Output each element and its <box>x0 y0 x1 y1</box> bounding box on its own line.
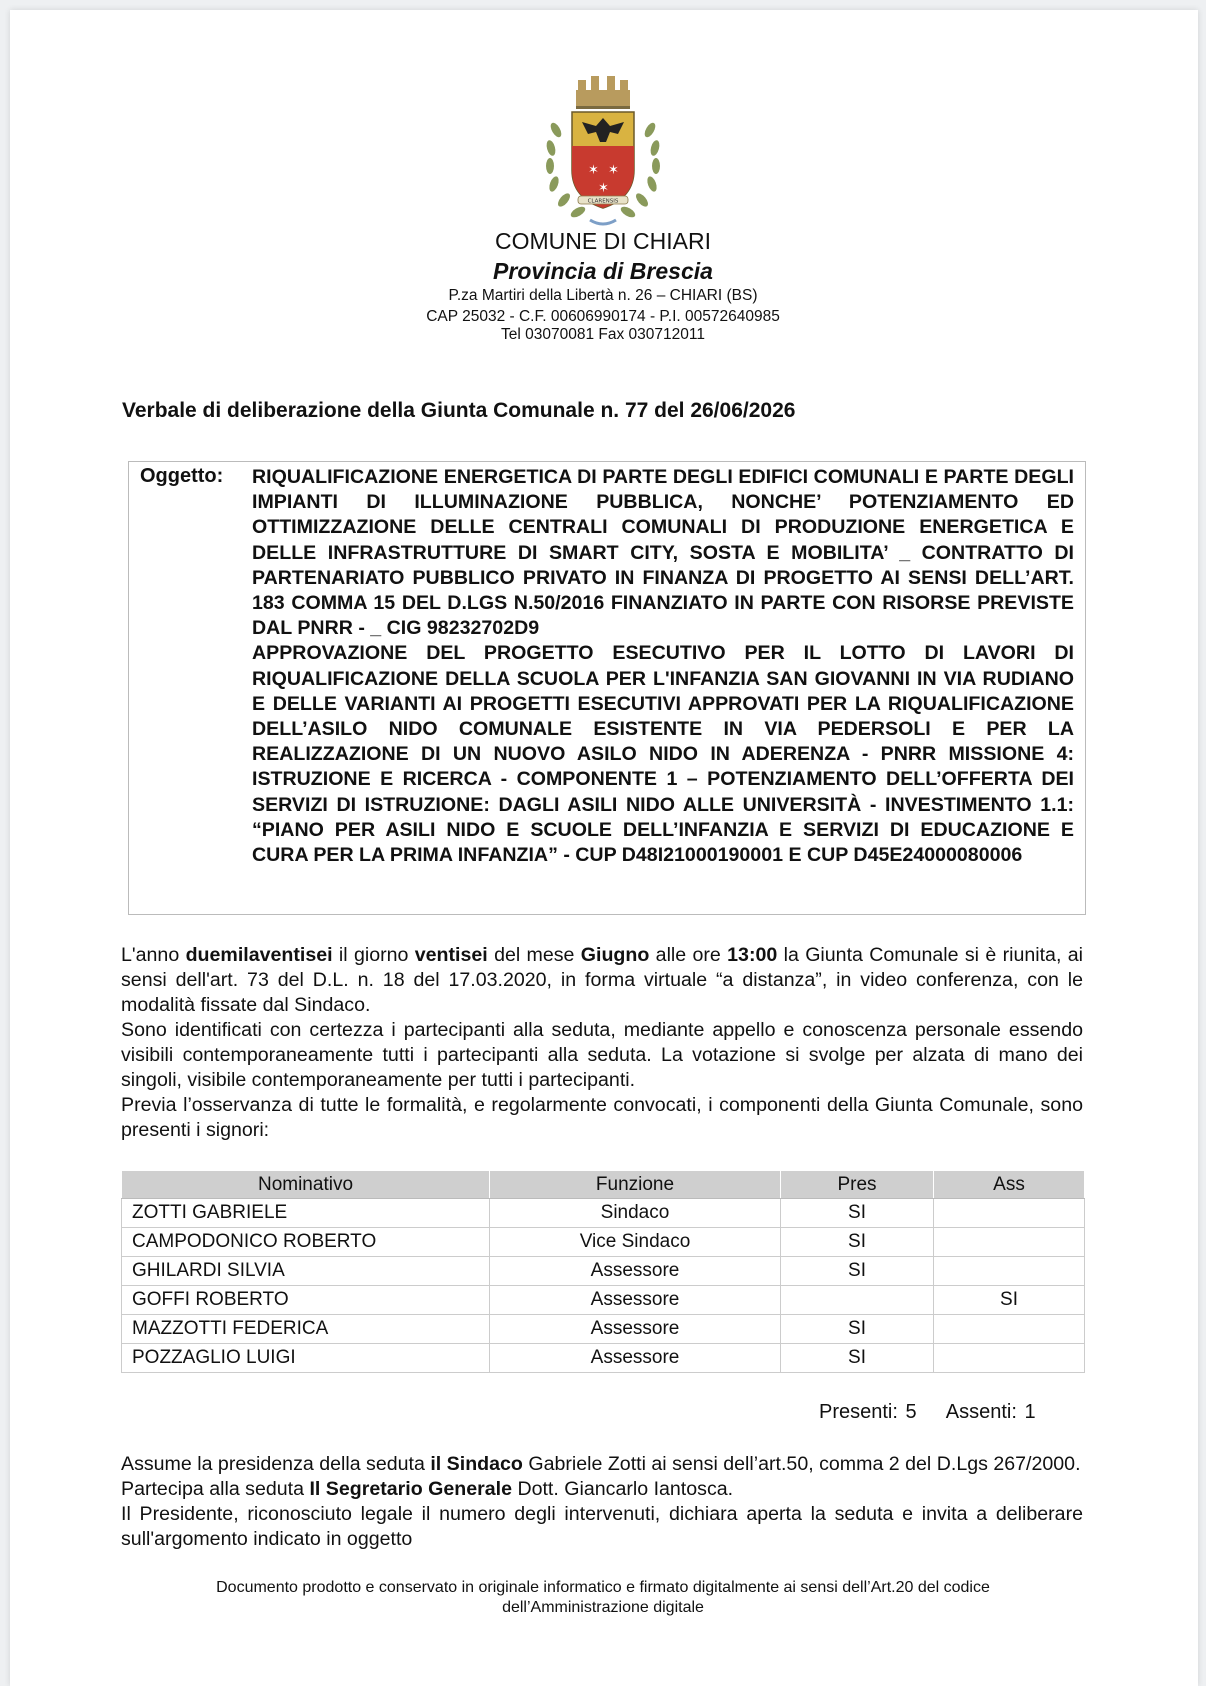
meeting-closing <box>121 1452 1083 1552</box>
meeting-date-paragraph: L'anno duemilaventisei il giorno ventisei del mese Giugno alle ore 13:00 la Giunta Comunale si è riunita, ai sensi dell'art. 73 del D.L. n. 18 del 17.03.2020, in forma virtuale “a distanza”, in video conferenza, con le modalità fissate dal Sindaco. <box>121 944 1083 1016</box>
attendance-table <box>121 1170 1085 1373</box>
column-header-role: Funzione <box>490 1171 781 1199</box>
subject-paragraph-1: RIQUALIFICAZIONE ENERGETICA DI PARTE DEGLI EDIFICI COMUNALI E PARTE DEGLI IMPIANTI DI ILLUMINAZIONE PUBBLICA, NONCHE’ POTENZIAMENTO ED OTTIMIZZAZIONE DELLE CENTRALI COMUNALI DI PRODUZIONE ENERGETICA E DELLE INFRASTRUTTURE DI SMART CITY, SOSTA E MOBILITA’ _ CONTRATTO DI PARTENARIATO PUBBLICO PRIVATO IN FINANZA DI PROGETTO AI SENSI DELL’ART. 183 COMMA 15 DEL D.LGS N.50/2016 FINANZIATO IN PARTE CON RISORSE PREVISTE DAL PNRR - _ CIG 98232702D9 <box>252 466 1074 640</box>
column-header-name: Nominativo <box>122 1171 490 1199</box>
svg-text:✶: ✶ <box>588 163 599 178</box>
svg-text:✶: ✶ <box>608 163 619 178</box>
table-row: GHILARDI SILVIA Assessore SI <box>122 1257 1085 1286</box>
attendance-intro-paragraph: Previa l’osservanza di tutte le formalità, e regolarmente convocati, i componenti della Giunta Comunale, sono presenti i signori: <box>121 1094 1083 1141</box>
subject-label: Oggetto: <box>140 465 224 487</box>
svg-text:✶: ✶ <box>598 181 609 196</box>
meeting-intro <box>121 943 1083 1143</box>
phone-fax-line: Tel 03070081 Fax 030712011 <box>501 326 705 343</box>
fiscal-codes-line: CAP 25032 - C.F. 00606990174 - P.I. 00572640985 <box>426 308 780 325</box>
municipal-crest-icon <box>538 70 668 230</box>
attendance-counts <box>819 1401 1036 1424</box>
secretary-paragraph: Partecipa alla seduta Il Segretario Generale Dott. Giancarlo Iantosca. <box>121 1478 734 1500</box>
table-row: ZOTTI GABRIELE Sindaco SI <box>122 1199 1085 1228</box>
absent-label: Assenti: <box>945 1401 1017 1423</box>
column-header-absent: Ass <box>934 1171 1085 1199</box>
identification-paragraph: Sono identificati con certezza i partecipanti alla seduta, mediante appello e conoscenza personale essendo visibili contemporaneamente tutti i partecipanti alla seduta. La votazione si svolge per alzata di mano dei singoli, visibile contemporaneamente per tutti i partecipanti. <box>121 1019 1083 1091</box>
presidency-paragraph: Assume la presidenza della seduta il Sindaco Gabriele Zotti ai sensi dell’art.50, comma 2 del D.Lgs 267/2000. <box>121 1453 1081 1475</box>
present-count: 5 <box>905 1401 917 1423</box>
footer-note: Documento prodotto e conservato in originale informatico e firmato digitalmente ai sensi dell’Art.20 del codice dell’Amministrazione digitale <box>216 1579 990 1616</box>
address-line: P.za Martiri della Libertà n. 26 – CHIARI (BS) <box>448 287 758 304</box>
column-header-present: Pres <box>781 1171 934 1199</box>
opening-paragraph: Il Presidente, riconosciuto legale il numero degli intervenuti, dichiara aperta la seduta e invita a deliberare sull'argomento indicato in oggetto <box>121 1503 1083 1550</box>
present-label: Presenti: <box>819 1401 898 1423</box>
table-row: MAZZOTTI FEDERICA Assessore SI <box>122 1315 1085 1344</box>
province-name: Provincia di Brescia <box>493 258 713 284</box>
subject-box <box>128 461 1086 915</box>
subject-text <box>252 465 1074 868</box>
deliberation-title: Verbale di deliberazione della Giunta Comunale n. 77 del 26/06/2026 <box>122 399 796 422</box>
table-row: GOFFI ROBERTO Assessore SI <box>122 1286 1085 1315</box>
table-row: CAMPODONICO ROBERTO Vice Sindaco SI <box>122 1228 1085 1257</box>
svg-text:CLARENSIS: CLARENSIS <box>587 198 619 205</box>
municipality-name: COMUNE DI CHIARI <box>495 228 711 254</box>
absent-count: 1 <box>1024 1401 1036 1423</box>
subject-paragraph-2: APPROVAZIONE DEL PROGETTO ESECUTIVO PER IL LOTTO DI LAVORI DI RIQUALIFICAZIONE DELLA SCUOLA PER L'INFANZIA SAN GIOVANNI IN VIA RUDIANO E DELLE VARIANTI AI PROGETTI ESECUTIVI APPROVATI PER LA RIQUALIFICAZIONE DELL’ASILO NIDO COMUNALE ESISTENTE IN VIA PEDERSOLI E PER LA REALIZZAZIONE DI UN NUOVO ASILO NIDO IN ADERENZA - PNRR MISSIONE 4: ISTRUZIONE E RICERCA - COMPONENTE 1 – POTENZIAMENTO DELL’OFFERTA DEI SERVIZI DI ISTRUZIONE: DAGLI ASILI NIDO ALLE UNIVERSITÀ - INVESTIMENTO 1.1: “PIANO PER ASILI NIDO E SCUOLE DELL’INFANZIA E SERVIZI DI EDUCAZIONE E CURA PER LA PRIMA INFANZIA” - CUP D48I21000190001 E CUP D45E24000080006 <box>252 642 1074 867</box>
table-header-row <box>122 1171 1085 1199</box>
table-row: POZZAGLIO LUIGI Assessore SI <box>122 1344 1085 1373</box>
